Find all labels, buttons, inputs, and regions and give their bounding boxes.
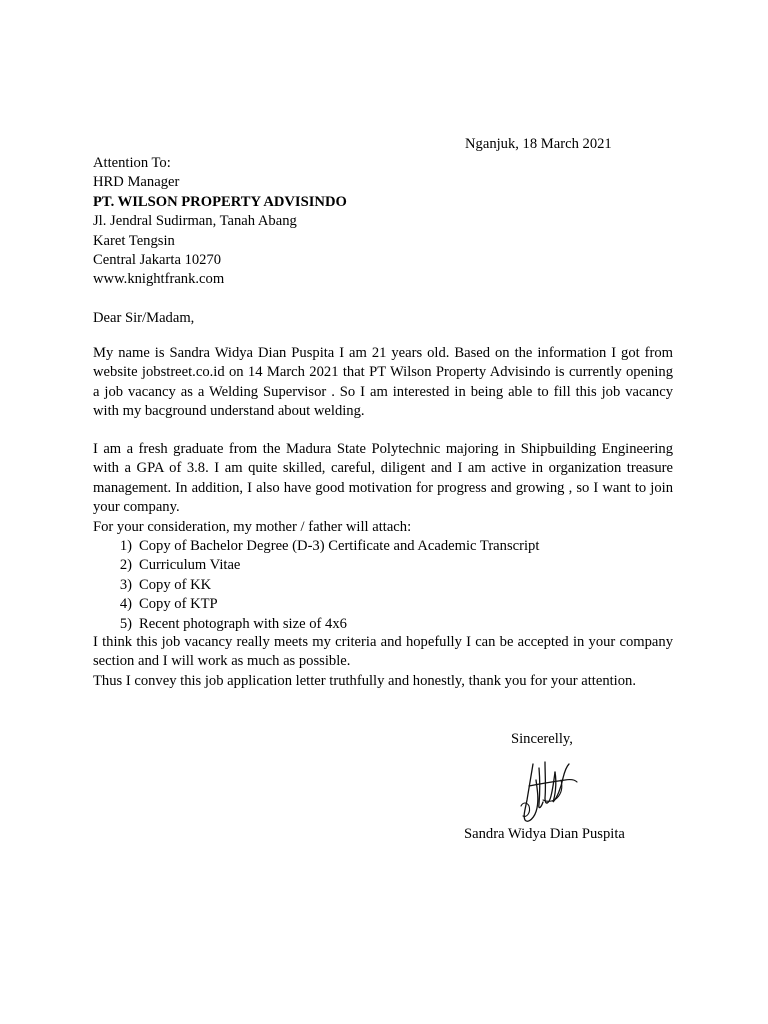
list-item xyxy=(93,615,673,634)
signer-name: Sandra Widya Dian Puspita xyxy=(464,826,625,842)
list-item-text: Copy of Bachelor Degree (D-3) Certificate and Academic Transcript xyxy=(139,538,540,554)
signature-icon xyxy=(515,758,581,826)
paragraph-closing: Thus I convey this job application letter truthfully and honestly, thank you for your attention. xyxy=(93,673,636,689)
attachments-intro: For your consideration, my mother / father will attach: xyxy=(93,519,412,535)
list-item-text: Recent photograph with size of 4x6 xyxy=(139,615,347,632)
list-item xyxy=(93,576,673,595)
list-item xyxy=(93,556,673,575)
recipient-district: Karet Tengsin xyxy=(93,232,175,249)
recipient-website: www.knightfrank.com xyxy=(93,271,225,288)
list-item-text: Copy of KTP xyxy=(139,596,218,613)
list-item-text: Curriculum Vitae xyxy=(139,557,241,574)
greeting: Dear Sir/Madam, xyxy=(93,310,195,326)
attention-line: Attention To: xyxy=(93,155,171,171)
recipient-address xyxy=(93,154,673,290)
attachments-list xyxy=(93,537,673,634)
list-item-number: 3) xyxy=(119,576,132,593)
recipient-role: HRD Manager xyxy=(93,174,180,191)
list-item xyxy=(93,595,673,614)
recipient-city: Central Jakarta 10270 xyxy=(93,251,222,268)
list-item-number: 1) xyxy=(119,538,132,554)
paragraph-intro: My name is Sandra Widya Dian Puspita I am 21 years old. Based on the information I got from website jobstreet.co.id on 14 March 2021 that PT Wilson Property Advisindo is currently opening a job vacancy as a Welding Supervisor . So I am interested in being able to fill this job vacancy with my bacground understand about welding. xyxy=(93,345,673,420)
list-item-text: Copy of KK xyxy=(139,576,212,593)
list-item-number: 2) xyxy=(119,557,132,574)
recipient-company: PT. WILSON PROPERTY ADVISINDO xyxy=(93,193,347,210)
letter-date: Nganjuk, 18 March 2021 xyxy=(465,136,612,152)
recipient-street: Jl. Jendral Sudirman, Tanah Abang xyxy=(93,213,297,230)
paragraph-background: I am a fresh graduate from the Madura State Polytechnic majoring in Shipbuilding Engineering with a GPA of 3.8. I am quite skilled, careful, diligent and I am active in organization treasure management. In addition, I also have good motivation for progress and growing , so I want to join your company. xyxy=(93,441,673,516)
list-item-number: 5) xyxy=(119,615,132,632)
list-item-number: 4) xyxy=(119,596,132,613)
paragraph-hope: I think this job vacancy really meets my criteria and hopefully I can be accepted in your company section and I will work as much as possible. xyxy=(93,634,673,670)
closing-salutation: Sincerelly, xyxy=(511,731,573,747)
list-item xyxy=(93,537,673,556)
